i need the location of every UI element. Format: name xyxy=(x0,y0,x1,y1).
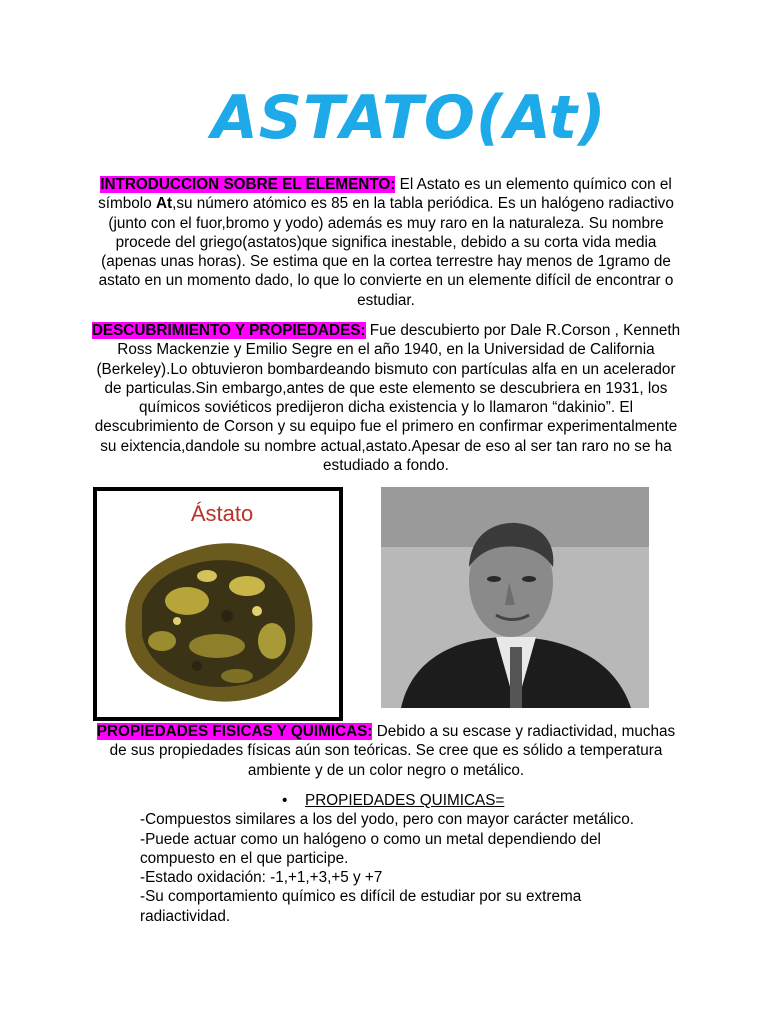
page-title: ASTATO(At) xyxy=(211,83,607,153)
dale-corson-photo xyxy=(381,487,649,708)
chemical-list-item xyxy=(140,791,660,810)
discovery-paragraph xyxy=(88,321,684,475)
chemical-line: -Su comportamiento químico es difícil de estudiar por su extrema radiactividad. xyxy=(140,888,582,925)
astatine-rock-image xyxy=(93,487,343,721)
intro-text-b: ,su número atómico es 85 en la tabla periódica. Es un halógeno radiactivo (junto con el fuor,bromo y yodo) además es muy raro en la naturaleza. Su nombre procede del griego(astatos)que significa inestable, debido a su corta vida media (apenas unas horas). Se estima que en la cortea terrestre hay menos de 1gramo de astato en un momento dado, lo que lo convierte en un elemente difícil de encontrar o estudiar. xyxy=(98,195,674,309)
physical-paragraph xyxy=(88,722,684,780)
discovery-heading: DESCUBRIMIENTO Y PROPIEDADES: xyxy=(91,322,366,339)
rock-caption: Ástato xyxy=(190,501,254,526)
intro-paragraph xyxy=(88,175,684,310)
intro-symbol: At xyxy=(155,195,173,213)
chemical-line: -Estado oxidación: -1,+1,+3,+5 y +7 xyxy=(140,869,383,887)
intro-heading: INTRODUCCION SOBRE EL ELEMENTO: xyxy=(100,176,396,193)
intro-text-a: El Astato es un elemento químico con el símbolo xyxy=(98,176,672,213)
chemical-heading: PROPIEDADES QUIMICAS= xyxy=(305,792,505,809)
chemical-properties-list xyxy=(140,791,660,926)
bullet-icon: • xyxy=(282,792,288,809)
chemical-line: -Puede actuar como un halógeno o como un metal dependiendo del compuesto en el que participe. xyxy=(140,830,601,867)
physical-heading: PROPIEDADES FISICAS Y QUIMICAS: xyxy=(96,723,373,740)
chemical-line: -Compuestos similares a los del yodo, pero con mayor carácter metálico. xyxy=(140,811,634,829)
physical-text: Debido a su escase y radiactividad, muchas de sus propiedades físicas aún son teóricas. Se cree que es sólido a temperatura ambiente y de un color negro o metálico. xyxy=(109,723,676,779)
discovery-text: Fue descubierto por Dale R.Corson , Kenneth Ross Mackenzie y Emilio Segre en el año 1940, en la Universidad de California (Berkeley).Lo obtuvieron bombardeando bismuto con partículas alfa en un acelerador de particulas.Sin embargo,antes de que este elemento se descubriera en 1931, los químicos soviéticos predijeron dicha existencia y lo llamaron “dakinio”. El descubrimiento de Corson y su equipo fue el primero en confirmar experimentalmente su eixtencia,dandole su nombre actual,astato.Apesar de eso al ser tan raro no se ha estudiado a fondo. xyxy=(94,322,681,475)
